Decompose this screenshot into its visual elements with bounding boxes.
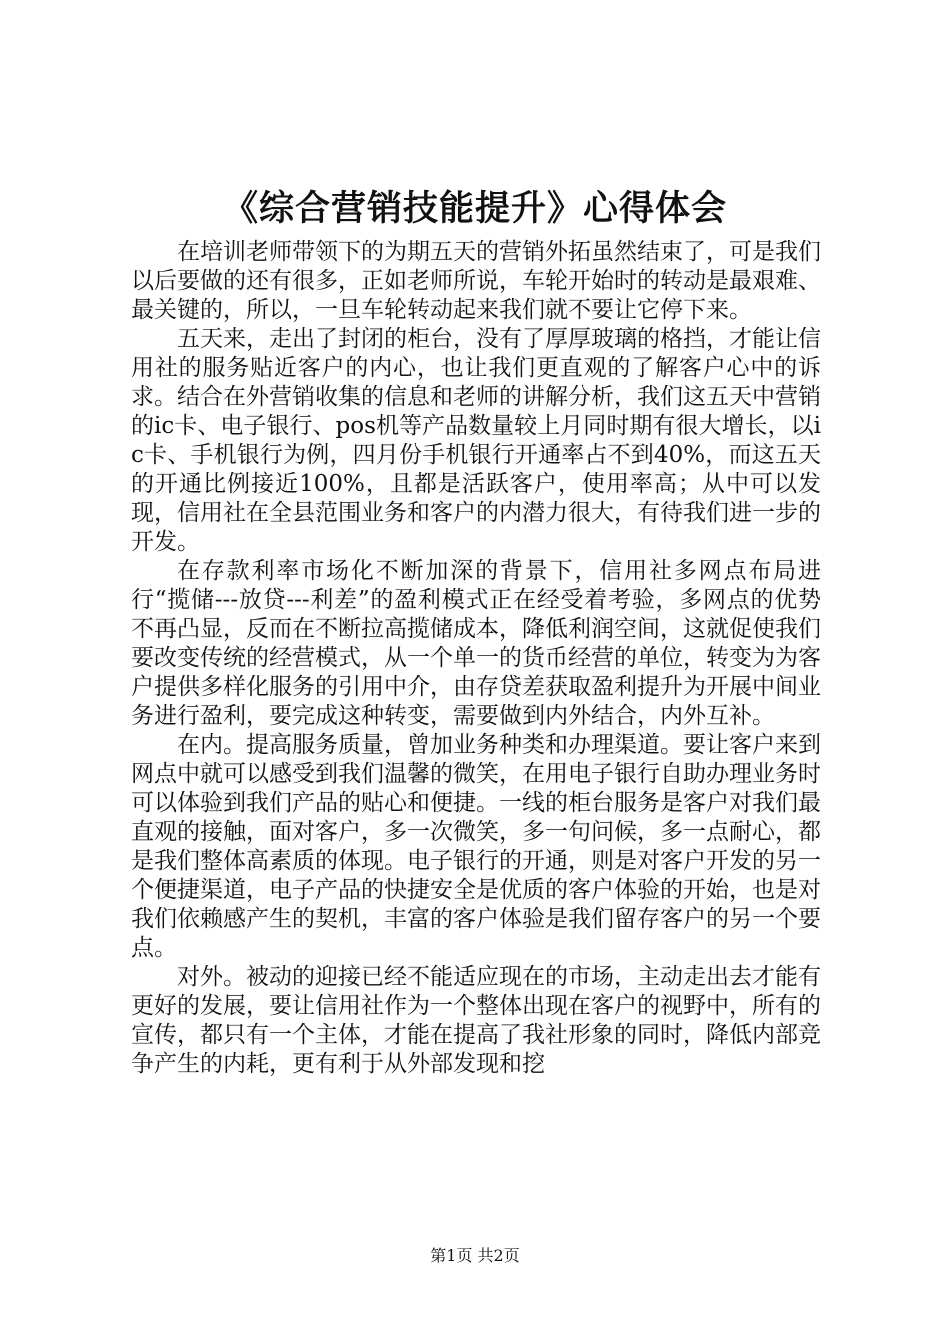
- paragraph-1: 在培训老师带领下的为期五天的营销外拓虽然结束了，可是我们以后要做的还有很多，正如老师所说，车轮开始时的转动是最艰难、最关键的，所以，一旦车轮转动起来我们就不要让它停下来。: [131, 239, 821, 323]
- paragraph-4: 在内。提高服务质量，曾加业务种类和办理渠道。要让客户来到网点中就可以感受到我们温馨的微笑，在用电子银行自助办理业务时可以体验到我们产品的贴心和便捷。一线的柜台服务是客户对我们最直观的接触，面对客户，多一次微笑，多一句问候，多一点耐心，都是我们整体高素质的体现。电子银行的开通，则是对客户开发的另一个便捷渠道，电子产品的快捷安全是优质的客户体验的开始，也是对我们依赖感产生的契机，丰富的客户体验是我们留存客户的另一个要点。: [131, 732, 821, 961]
- page-number-footer: 第1页 共2页: [430, 1246, 520, 1265]
- document-title: 《综合营销技能提升》心得体会: [222, 188, 727, 229]
- paragraph-5: 对外。被动的迎接已经不能适应现在的市场，主动走出去才能有更好的发展，要让信用社作为一个整体出现在客户的视野中，所有的宣传，都只有一个主体，才能在提高了我社形象的同时，降低内部竞争产生的内耗，更有利于从外部发现和挖: [131, 964, 821, 1077]
- paragraph-3: 在存款利率市场化不断加深的背景下，信用社多网点布局进行“揽储---放贷---利差”的盈利模式正在经受着考验，多网点的优势不再凸显，反而在不断拉高揽储成本，降低利润空间，这就促使我们要改变传统的经营模式，从一个单一的货币经营的单位，转变为为客户提供多样化服务的引用中介，由存贷差获取盈利提升为开展中间业务进行盈利，要完成这种转变，需要做到内外结合，内外互补。: [131, 558, 821, 729]
- document-body: [131, 238, 821, 1079]
- paragraph-2: 五天来，走出了封闭的柜台，没有了厚厚玻璃的格挡，才能让信用社的服务贴近客户的内心，也让我们更直观的了解客户心中的诉求。结合在外营销收集的信息和老师的讲解分析，我们这五天中营销的ic卡、电子银行、pos机等产品数量较上月同时期有很大增长，以ic卡、手机银行为例，四月份手机银行开通率占不到40%，而这五天的开通比例接近100%，且都是活跃客户，使用率高；从中可以发现，信用社在全县范围业务和客户的内潜力很大，有待我们进一步的开发。: [131, 326, 821, 555]
